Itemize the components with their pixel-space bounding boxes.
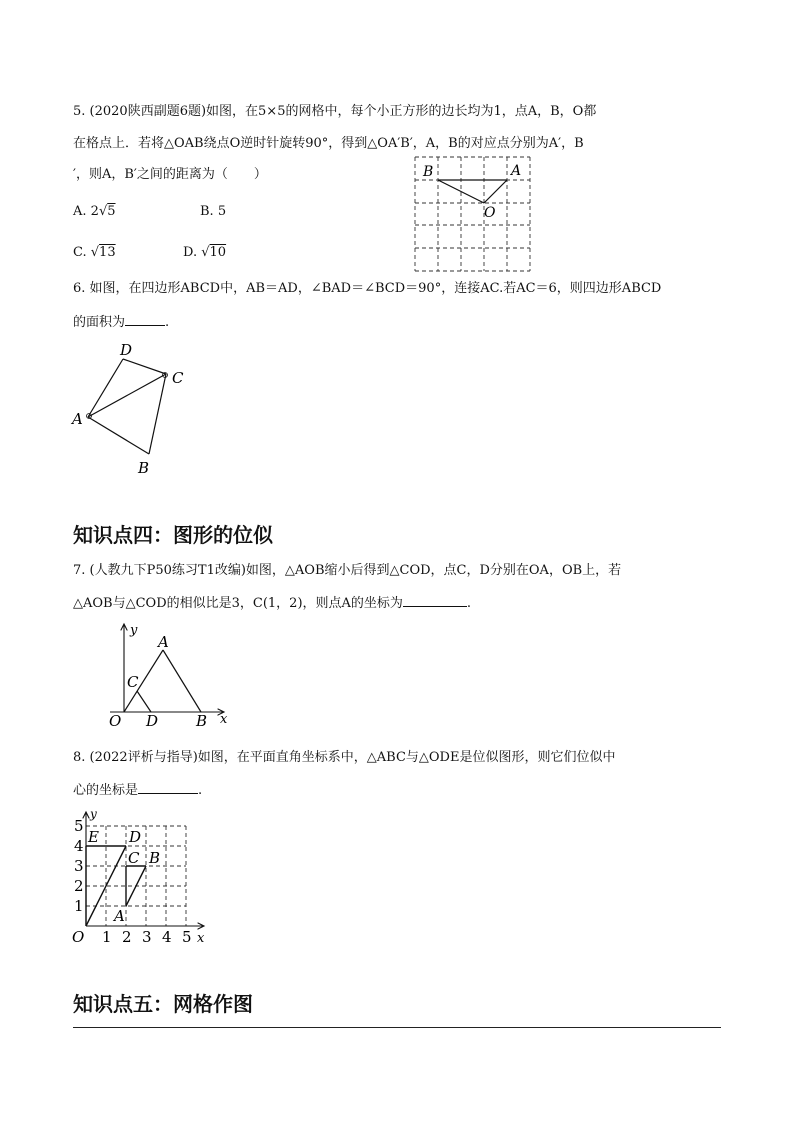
q8-x-tick-1: 1 <box>102 928 112 946</box>
q6-label-a: A <box>72 410 83 428</box>
q8-x-tick-4: 4 <box>162 928 172 946</box>
q7-label-a: A <box>158 633 169 651</box>
q8-coordinate-grid-figure <box>66 808 214 950</box>
q8-x-tick-5: 5 <box>182 928 192 946</box>
q6-line2-end: . <box>165 315 170 330</box>
q8-answer-blank <box>138 781 198 794</box>
q6-label-c: C <box>172 369 184 387</box>
q6-quadrilateral-figure <box>68 338 198 478</box>
q8-y-tick-2: 2 <box>74 877 84 895</box>
q8-x-tick-3: 3 <box>142 928 152 946</box>
q8-line2-end: . <box>198 783 203 798</box>
q5-option-b: B. 5 <box>200 204 227 219</box>
q5-option-c: C. √13 <box>73 245 116 260</box>
q6-answer-blank <box>125 313 165 326</box>
q8-label-a: A <box>114 907 125 925</box>
q7-line2 <box>73 594 471 612</box>
section-divider-line <box>73 1027 721 1028</box>
q5-option-c-radicand: 13 <box>99 245 116 260</box>
q8-y-tick-5: 5 <box>74 817 84 835</box>
q7-line2-end: . <box>466 596 472 611</box>
q5-label-b: B <box>423 164 434 180</box>
section-heading-4: 知识点四：图形的位似 <box>73 523 273 547</box>
q5-label-a: A <box>511 163 522 179</box>
q5-line2: 在格点上．若将△OAB绕点O逆时针旋转90°，得到△OA′B′，A，B的对应点分别为A′，B <box>73 136 584 151</box>
q7-coordinate-figure <box>100 618 240 730</box>
q7-label-b: B <box>196 712 208 730</box>
q7-answer-blank <box>403 594 467 607</box>
q8-line2 <box>73 781 202 799</box>
q6-line2-text: 的面积为 <box>73 315 126 330</box>
q6-quad-lines <box>88 359 166 454</box>
q7-line2-text: △AOB与△COD的相似比是3，C(1，2)，则点A的坐标为 <box>73 596 403 611</box>
q5-option-a-radicand: 5 <box>107 204 116 219</box>
q8-label-b: B <box>149 849 161 867</box>
q5-option-d-radicand: 10 <box>209 245 227 260</box>
q6-line2 <box>73 313 169 331</box>
q8-label-x: x <box>197 931 205 946</box>
q6-label-d: D <box>120 341 133 359</box>
q5-label-o: O <box>484 205 496 221</box>
q5-option-a-label: A. 2 <box>73 204 99 219</box>
q5-triangle-oab <box>438 180 507 203</box>
q8-line1: 8. (2022评析与指导)如图，在平面直角坐标系中，△ABC与△ODE是位似图形，则它们位似中 <box>73 750 616 765</box>
q5-option-d: D. √10 <box>183 245 227 260</box>
q8-label-c: C <box>128 849 140 867</box>
q8-label-e: E <box>88 828 99 846</box>
q5-grid-figure <box>410 154 535 276</box>
q7-line1: 7. (人教九下P50练习T1改编)如图，△AOB缩小后得到△COD，点C，D分别在OA，OB上，若 <box>73 563 622 578</box>
q6-label-b: B <box>138 459 150 477</box>
q5-option-c-label: C. <box>73 245 91 260</box>
q8-line2-text: 心的坐标是 <box>73 783 139 798</box>
q8-label-o: O <box>72 928 85 946</box>
q8-y-tick-1: 1 <box>74 897 84 915</box>
q8-x-tick-2: 2 <box>122 928 132 946</box>
q6-line1: 6. 如图，在四边形ABCD中，AB＝AD，∠BAD＝∠BCD＝90°，连接AC.若AC＝6，则四边形ABCD <box>73 281 662 296</box>
q7-label-y: y <box>130 623 138 638</box>
q7-label-c: C <box>127 673 139 691</box>
q8-y-tick-4: 4 <box>74 837 84 855</box>
q7-label-d: D <box>146 712 159 730</box>
q5-line3: ′，则A，B′之间的距离为（ ） <box>73 167 267 182</box>
q8-label-d: D <box>129 828 142 846</box>
q5-option-d-label: D. <box>183 245 202 260</box>
section-heading-5: 知识点五：网格作图 <box>73 992 253 1016</box>
q7-label-o: O <box>109 712 122 730</box>
q7-label-x: x <box>220 712 228 727</box>
q5-line1: 5. (2020陕西副题6题)如图，在5×5的网格中，每个小正方形的边长均为1，点A，B，O都 <box>73 104 597 119</box>
q8-y-tick-3: 3 <box>74 857 84 875</box>
q5-option-a: A. 2√5 <box>73 204 116 219</box>
q8-label-y: y <box>90 808 97 821</box>
